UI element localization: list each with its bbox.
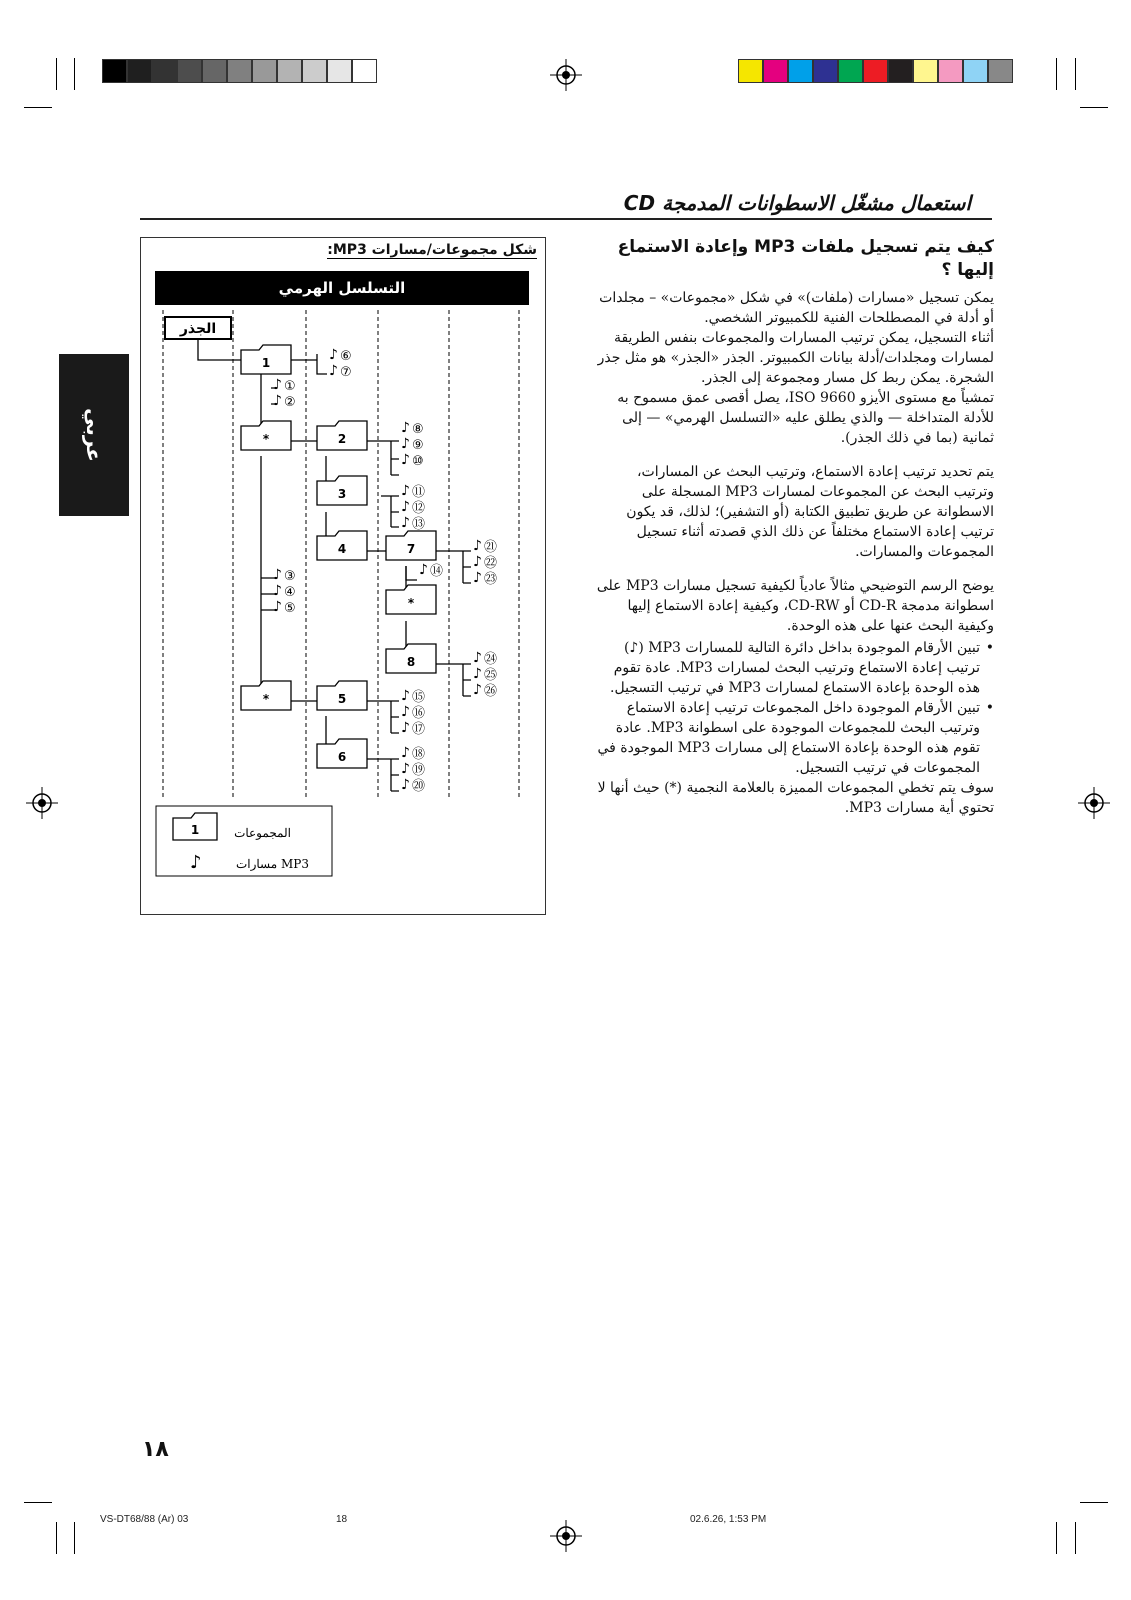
track-number-label: ② xyxy=(284,395,296,410)
language-tab-label: عربي xyxy=(82,408,106,462)
registration-mark-icon xyxy=(550,1520,582,1552)
music-note-icon: ♪ xyxy=(419,562,428,578)
music-note-icon: ♪ xyxy=(401,452,410,468)
music-note-icon: ♪ xyxy=(273,599,282,615)
music-note-icon: ♪ xyxy=(329,347,338,363)
music-note-icon: ♪ xyxy=(273,393,282,409)
group-number-label: 7 xyxy=(406,542,416,556)
crop-mark xyxy=(1075,1522,1076,1554)
bullet-item: • تبين الأرقام الموجودة داخل المجموعات ترتيب إعادة الاستماع وترتيب البحث للمجموعات الموجودة على اسطوانة MP3. عادة تقوم هذه الوحدة بإعادة الاستماع إلى مسارات MP3 الموجودة في المجموعات في ترتيب التسجيل. xyxy=(594,698,994,778)
registration-mark-icon xyxy=(1078,787,1110,819)
calibration-swatch xyxy=(152,59,177,83)
track-number-label: ㉕ xyxy=(484,668,498,683)
crop-mark xyxy=(74,58,75,90)
track-number-label: ⑫ xyxy=(412,501,426,516)
group-number-label: 5 xyxy=(337,692,347,706)
track-number-label: ㉑ xyxy=(484,540,498,555)
track-number-label: ㉖ xyxy=(484,684,498,699)
header-rule xyxy=(140,218,992,220)
track-number-label: ㉓ xyxy=(484,572,498,587)
article-column xyxy=(594,236,994,832)
music-note-icon: ♪ xyxy=(473,570,482,586)
music-note-icon: ♪ xyxy=(401,436,410,452)
footer-file-id: VS-DT68/88 (Ar) 03 xyxy=(100,1514,189,1525)
crop-mark xyxy=(1056,58,1057,90)
calibration-swatch xyxy=(913,59,938,83)
music-note-icon: ♪ xyxy=(190,852,202,873)
track-number-label: ⑥ xyxy=(340,349,352,364)
calibration-swatch xyxy=(302,59,327,83)
group-number-label: 1 xyxy=(261,356,271,370)
group-number-label: 1 xyxy=(190,823,200,837)
music-note-icon: ♪ xyxy=(401,499,410,515)
crop-mark xyxy=(24,107,52,108)
legend-tracks-label: مسارات MP3 xyxy=(235,857,309,871)
group-number-label: * xyxy=(407,596,415,610)
calibration-swatch xyxy=(888,59,913,83)
hierarchy-tree xyxy=(141,238,545,914)
group-number-label: 6 xyxy=(337,750,347,764)
crop-mark xyxy=(74,1522,75,1554)
article-paragraph: يمكن تسجيل «مسارات (ملفات)» في شكل «مجموعات» – مجلدات أو أدلة في المصطلحات الفنية للكمبيوتر الشخصي. xyxy=(599,290,994,326)
track-number-label: ③ xyxy=(284,569,296,584)
group-number-label: 3 xyxy=(337,487,347,501)
calibration-swatch xyxy=(863,59,888,83)
music-note-icon: ♪ xyxy=(401,515,410,531)
music-note-icon: ♪ xyxy=(273,567,282,583)
crop-mark xyxy=(1056,1522,1057,1554)
track-number-label: ⑯ xyxy=(412,706,426,721)
music-note-icon: ♪ xyxy=(401,777,410,793)
calibration-swatch xyxy=(352,59,377,83)
track-number-label: ① xyxy=(284,379,296,394)
legend-groups-label: المجموعات xyxy=(234,826,291,840)
registration-mark-icon xyxy=(550,59,582,91)
music-note-icon: ♪ xyxy=(273,377,282,393)
group-number-label: 2 xyxy=(337,432,347,446)
track-number-label: ㉒ xyxy=(484,556,498,571)
music-note-icon: ♪ xyxy=(473,650,482,666)
music-note-icon: ♪ xyxy=(473,538,482,554)
crop-mark xyxy=(1075,58,1076,90)
music-note-icon: ♪ xyxy=(473,554,482,570)
track-number-label: ⑩ xyxy=(412,454,424,469)
calibration-swatch xyxy=(252,59,277,83)
article-heading: كيف يتم تسجيل ملفات MP3 وإعادة الاستماع إليها ؟ xyxy=(617,237,994,280)
track-number-label: ⑪ xyxy=(412,485,426,500)
crop-mark xyxy=(1080,1502,1108,1503)
calibration-swatch xyxy=(277,59,302,83)
track-number-label: ⑬ xyxy=(412,517,426,532)
music-note-icon: ♪ xyxy=(401,745,410,761)
calibration-swatch xyxy=(202,59,227,83)
article-paragraph: أثناء التسجيل، يمكن ترتيب المسارات والمجموعات بنفس الطريقة لمسارات ومجلدات/أدلة بيانات الكمبيوتر. الجذر «الجذر» هو مثل جذر الشجرة. يمكن ربط كل مسار ومجموعة إلى الجذر. xyxy=(597,330,994,386)
music-note-icon: ♪ xyxy=(401,420,410,436)
group-number-label: * xyxy=(262,692,270,706)
article-paragraph: يوضح الرسم التوضيحي مثالاً عادياً لكيفية تسجيل مسارات MP3 على اسطوانة مدمجة CD-R أو CD-RW، وكيفية إعادة الاستماع إليها وكيفية البحث عنها على هذه الوحدة. xyxy=(596,578,994,634)
calibration-swatch xyxy=(227,59,252,83)
track-number-label: ⑳ xyxy=(412,779,426,794)
music-note-icon: ♪ xyxy=(273,583,282,599)
calibration-swatch xyxy=(102,59,127,83)
page-number: ١٨ xyxy=(142,1437,169,1462)
calibration-swatch xyxy=(788,59,813,83)
root-label: الجذر xyxy=(179,321,217,337)
track-number-label: ⑱ xyxy=(412,747,426,762)
track-number-label: ㉔ xyxy=(484,652,498,667)
calibration-swatch xyxy=(738,59,763,83)
calibration-swatch xyxy=(763,59,788,83)
article-paragraph: تمشياً مع مستوى الأيزو ISO 9660، يصل أقصى عمق مسموح به للأدلة المتداخلة — والذي يطلق عليه «التسلسل الهرمي» — إلى ثمانية (بما في ذلك الجذر). xyxy=(617,390,994,446)
track-number-label: ⑲ xyxy=(412,763,426,778)
crop-mark xyxy=(24,1502,52,1503)
group-number-label: * xyxy=(262,432,270,446)
calibration-swatch xyxy=(177,59,202,83)
track-number-label: ⑨ xyxy=(412,438,424,453)
calibration-swatch xyxy=(127,59,152,83)
group-number-label: 8 xyxy=(406,655,416,669)
music-note-icon: ♪ xyxy=(401,761,410,777)
calibration-swatch xyxy=(327,59,352,83)
track-number-label: ⑤ xyxy=(284,601,296,616)
footer-timestamp: 02.6.26, 1:53 PM xyxy=(690,1514,767,1525)
footer-page: 18 xyxy=(336,1514,348,1525)
track-number-label: ⑮ xyxy=(412,690,426,705)
track-number-label: ⑭ xyxy=(430,564,444,579)
group-number-label: 4 xyxy=(337,542,347,556)
bullet-item: • تبين الأرقام الموجودة بداخل دائرة التالية للمسارات MP3 (♪) ترتيب إعادة الاستماع وترتيب البحث لمسارات MP3. عادة تقوم هذه الوحدة بإعادة الاستماع لمسارات MP3 في ترتيب التسجيل. xyxy=(594,638,994,698)
music-note-icon: ♪ xyxy=(401,720,410,736)
page-header-title: استعمال مشغّل الاسطوانات المدمجة CD xyxy=(623,191,971,215)
registration-mark-icon xyxy=(26,787,58,819)
crop-mark xyxy=(56,58,57,90)
music-note-icon: ♪ xyxy=(401,704,410,720)
crop-mark xyxy=(56,1522,57,1554)
bullet-list xyxy=(594,638,994,778)
calibration-swatch xyxy=(813,59,838,83)
hierarchy-bar: التسلسل الهرمي xyxy=(155,271,529,305)
music-note-icon: ♪ xyxy=(473,666,482,682)
music-note-icon: ♪ xyxy=(401,483,410,499)
asterisk-note: سوف يتم تخطي المجموعات المميزة بالعلامة النجمية (*) حيث أنها لا تحتوي أية مسارات MP3. xyxy=(597,780,994,816)
track-number-label: ⑧ xyxy=(412,422,424,437)
language-side-tab xyxy=(59,354,129,516)
calibration-swatch xyxy=(838,59,863,83)
music-note-icon: ♪ xyxy=(401,688,410,704)
calibration-swatch xyxy=(988,59,1013,83)
music-note-icon: ♪ xyxy=(329,363,338,379)
track-number-label: ④ xyxy=(284,585,296,600)
calibration-swatch xyxy=(963,59,988,83)
calibration-swatch xyxy=(938,59,963,83)
article-paragraph: يتم تحديد ترتيب إعادة الاستماع، وترتيب البحث عن المسارات، وترتيب البحث عن المجموعات لمسارات MP3 المسجلة على الاسطوانة عن طريق تطبيق الكتابة (أو التشفير)؛ لذلك، قد يكون ترتيب إعادة الاستماع مختلفاً عن ذلك الذي قصدته أثناء تسجيل المجموعات والمسارات. xyxy=(626,464,994,560)
music-note-icon: ♪ xyxy=(473,682,482,698)
diagram-title: شكل مجموعات/مسارات MP3: xyxy=(327,242,537,258)
track-number-label: ⑦ xyxy=(340,365,352,380)
folder-structure-diagram xyxy=(140,237,546,915)
crop-mark xyxy=(1080,107,1108,108)
track-number-label: ⑰ xyxy=(412,722,426,737)
